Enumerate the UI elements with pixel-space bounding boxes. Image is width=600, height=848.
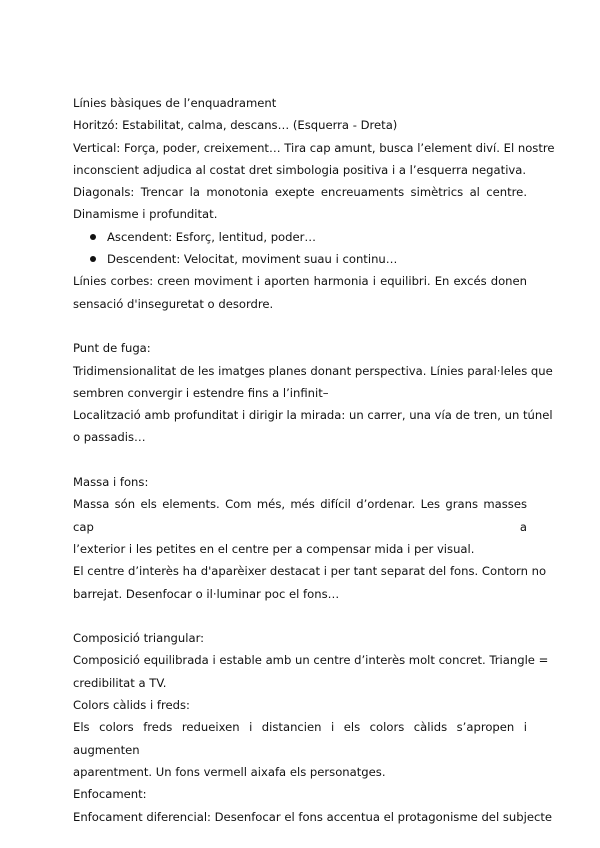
text-punt-de-fuga-line-1: Tridimensionalitat de les imatges planes donant perspectiva. Línies paral·leles que <box>73 363 553 378</box>
diagonals-bullet-list <box>73 226 527 271</box>
text-colors-line-1: Els colors freds redueixen i distancien i els colors càlids s’apropen i augmenten <box>73 720 527 757</box>
text-vertical-line-2: inconscient adjudica al costat dret simbologia positiva i a l’esquerra negativa. <box>73 162 527 177</box>
heading-massa-i-fons: Massa i fons: <box>73 475 149 490</box>
text-composicio-line-1: Composició equilibrada i estable amb un centre d’interès molt concret. Triangle = <box>73 653 549 668</box>
text-composicio-line-2: credibilitat a TV. <box>73 675 167 690</box>
paragraph-gap <box>73 315 527 337</box>
heading-linies-basiques: Línies bàsiques de l’enquadrament <box>73 96 277 110</box>
text-horitzo: Horitzó: Estabilitat, calma, descans… (Esquerra - Dreta) <box>73 118 398 133</box>
text-centre-interes-line-1: El centre d’interès ha d'aparèixer destacat i per tant separat del fons. Contorn no <box>73 564 547 579</box>
text-localitzacio-line-2: o passadis… <box>73 430 146 445</box>
text-punt-de-fuga-line-2: sembren convergir i estendre fins a l’infinit– <box>73 385 329 400</box>
text-centre-interes-line-2: barrejat. Desenfocar o il·luminar poc el fons… <box>73 586 340 601</box>
heading-enfocament: Enfocament: <box>73 787 147 802</box>
text-enfocament-diferencial: Enfocament diferencial: Desenfocar el fons accentua el protagonisme del subjecte <box>73 809 553 824</box>
bullet-descendent: Descendent: Velocitat, moviment suau i continu… <box>73 248 527 270</box>
text-diagonals-line-1: Diagonals: Trencar la monotonia exepte encreuaments simètrics al centre. <box>73 185 527 200</box>
text-linies-corbes-line-2: sensació d'inseguretat o desordre. <box>73 296 274 311</box>
paragraph-gap <box>73 605 527 627</box>
heading-colors-calids-freds: Colors càlids i freds: <box>73 698 190 713</box>
paragraph-gap <box>73 449 527 471</box>
heading-punt-de-fuga: Punt de fuga: <box>73 341 151 356</box>
text-diagonals-line-2: Dinamisme i profunditat. <box>73 207 218 222</box>
text-massa-line-1: Massa són els elements. Com més, més difícil d’ordenar. Les grans masses cap a <box>73 497 527 534</box>
text-massa-line-2: l’exterior i les petites en el centre per a compensar mida i per visual. <box>73 541 475 556</box>
text-colors-line-2: aparentment. Un fons vermell aixafa els personatges. <box>73 764 386 779</box>
bullet-ascendent: Ascendent: Esforç, lentitud, poder… <box>73 226 527 248</box>
heading-composicio-triangular: Composició triangular: <box>73 631 205 646</box>
text-localitzacio-line-1: Localització amb profunditat i dirigir la mirada: un carrer, una vía de tren, un túnel <box>73 408 553 423</box>
text-vertical-line-1: Vertical: Força, poder, creixement… Tira cap amunt, busca l’element diví. El nostre <box>73 140 555 155</box>
text-linies-corbes-line-1: Línies corbes: creen moviment i aporten harmonia i equilibri. En excés donen <box>73 274 527 289</box>
